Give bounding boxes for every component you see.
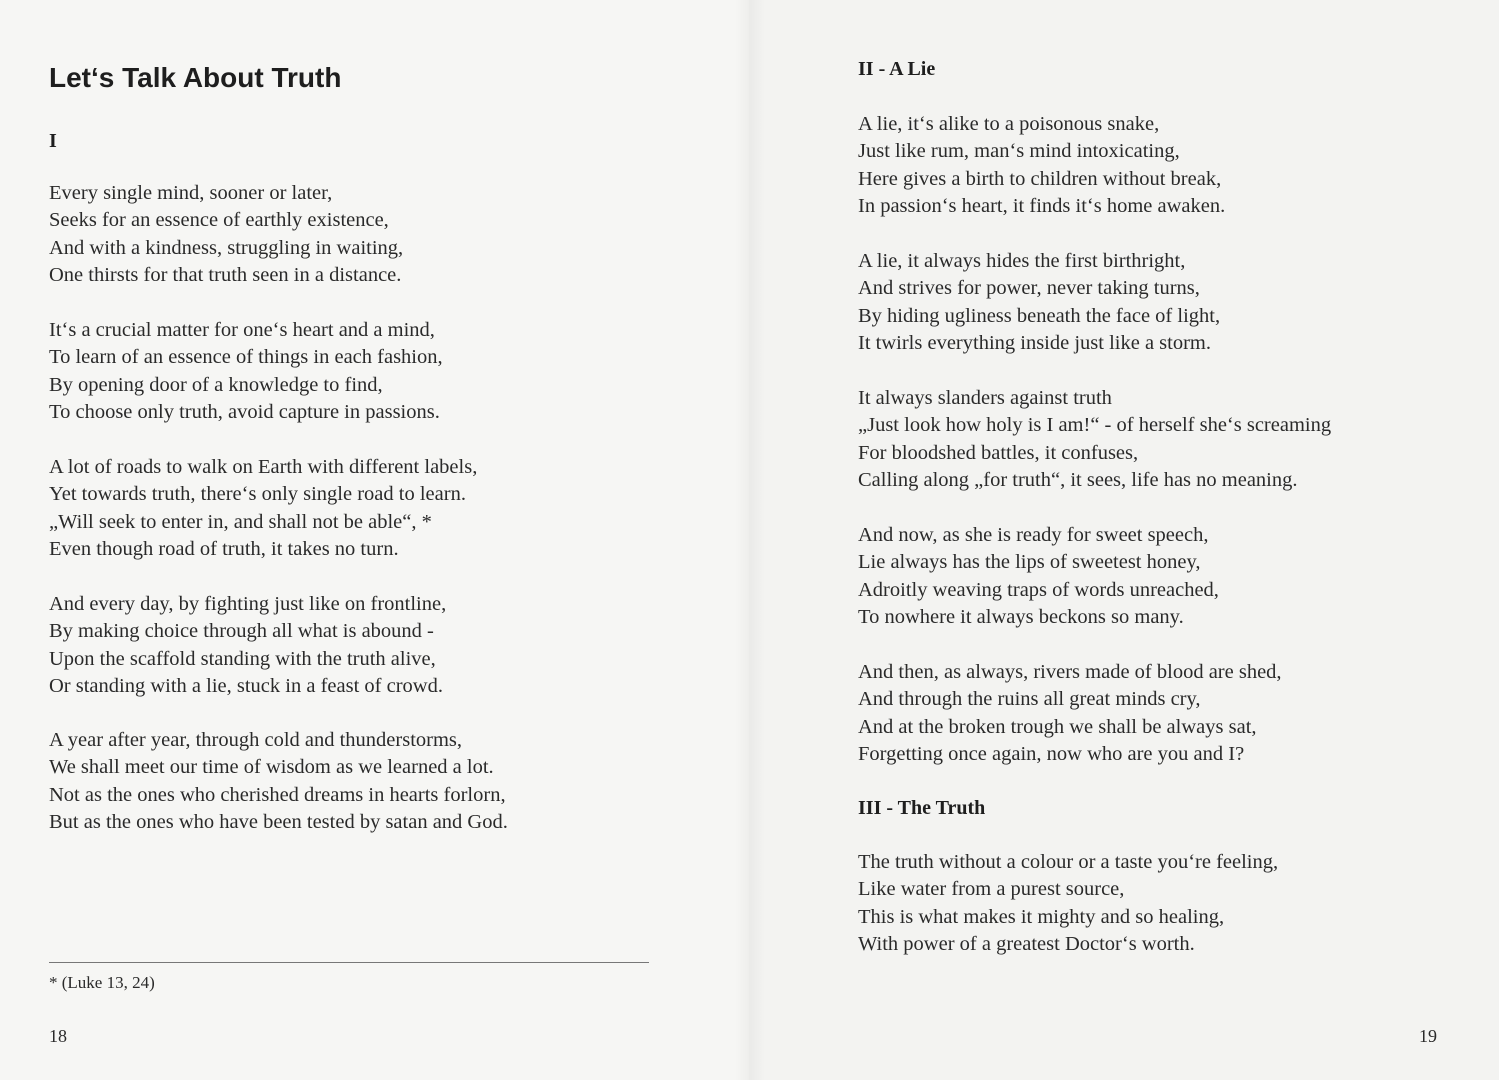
poem-line: We shall meet our time of wisdom as we learned a lot. — [49, 756, 494, 779]
poem-line: And at the broken trough we shall be always sat, — [858, 715, 1257, 738]
poem-line: The truth without a colour or a taste you‘re feeling, — [858, 851, 1279, 873]
poem-line: And every day, by fighting just like on frontline, — [49, 593, 447, 615]
poem-line: A lie, it‘s alike to a poisonous snake, — [858, 113, 1160, 135]
poem-line: And then, as always, rivers made of blood are shed, — [858, 661, 1282, 683]
poem-line: Upon the scaffold standing with the truth alive, — [49, 647, 436, 670]
poem-line: „Will seek to enter in, and shall not be able“, * — [49, 510, 432, 533]
poem-line: In passion‘s heart, it finds it‘s home awaken. — [858, 195, 1226, 218]
stanza — [858, 248, 1220, 358]
poem-line: Or standing with a lie, stuck in a feast of crowd. — [49, 675, 443, 698]
stanza — [49, 591, 446, 701]
poem-line: And with a kindness, struggling in waiting, — [49, 236, 404, 259]
section-two-heading: II - A Lie — [858, 58, 936, 80]
poem-line: Calling along „for truth“, it sees, life has no meaning. — [858, 469, 1298, 492]
poem-line: It twirls everything inside just like a storm. — [858, 332, 1212, 355]
page-number-left: 18 — [49, 1026, 67, 1046]
poem-line: And through the ruins all great minds cry, — [858, 688, 1201, 711]
poem-line: A year after year, through cold and thunderstorms, — [49, 729, 463, 751]
footnote-divider — [49, 962, 649, 963]
poem-line: By opening door of a knowledge to find, — [49, 373, 383, 396]
poem-line: But as the ones who have been tested by satan and God. — [49, 811, 508, 834]
poem-line: A lot of roads to walk on Earth with different labels, — [49, 456, 478, 478]
poem-line: Not as the ones who cherished dreams in hearts forlorn, — [49, 783, 506, 806]
page-number-right: 19 — [1419, 1026, 1437, 1046]
stanza — [858, 659, 1282, 769]
poem-line: Just like rum, man‘s mind intoxicating, — [858, 140, 1180, 163]
poem-line: It always slanders against truth — [858, 387, 1112, 409]
poem-line: And strives for power, never taking turns, — [858, 277, 1200, 300]
poem-line: By hiding ugliness beneath the face of light, — [858, 304, 1221, 327]
right-page — [749, 0, 1499, 1080]
left-page — [0, 0, 749, 1080]
stanza — [858, 849, 1278, 959]
poem-line: Yet towards truth, there‘s only single road to learn. — [49, 483, 466, 506]
poem-line: Seeks for an essence of earthly existence, — [49, 209, 389, 232]
poem-title: Let‘s Talk About Truth — [49, 62, 342, 93]
poem-line: For bloodshed battles, it confuses, — [858, 441, 1139, 464]
section-one-heading: I — [49, 130, 57, 152]
poem-line: Like water from a purest source, — [858, 878, 1125, 901]
stanza — [858, 522, 1219, 632]
stanza — [49, 727, 508, 837]
poem-line: Lie always has the lips of sweetest honey, — [858, 551, 1201, 574]
stanza — [49, 454, 477, 564]
poem-line: One thirsts for that truth seen in a distance. — [49, 264, 402, 287]
footnote: * (Luke 13, 24) — [49, 973, 155, 992]
poem-line: To choose only truth, avoid capture in passions. — [49, 401, 440, 424]
poem-line: Adroitly weaving traps of words unreached, — [858, 578, 1219, 601]
poem-line: It‘s a crucial matter for one‘s heart and a mind, — [49, 319, 435, 341]
poem-line: Every single mind, sooner or later, — [49, 182, 333, 204]
poem-line: With power of a greatest Doctor‘s worth. — [858, 933, 1195, 956]
stanza — [49, 180, 403, 290]
stanza — [49, 317, 443, 427]
poem-line: And now, as she is ready for sweet speech, — [858, 524, 1209, 546]
poem-line: Even though road of truth, it takes no turn. — [49, 538, 399, 561]
poem-line: Here gives a birth to children without break, — [858, 167, 1222, 190]
book-gutter — [735, 0, 765, 1080]
poem-line: To nowhere it always beckons so many. — [858, 606, 1184, 629]
section-three-heading: III - The Truth — [858, 797, 986, 819]
poem-line: „Just look how holy is I am!“ - of herself she‘s screaming — [858, 414, 1332, 437]
stanza — [858, 111, 1225, 221]
stanza — [858, 385, 1331, 495]
poem-line: By making choice through all what is abound - — [49, 620, 434, 643]
poem-line: Forgetting once again, now who are you and I? — [858, 743, 1245, 766]
poem-line: This is what makes it mighty and so healing, — [858, 905, 1225, 928]
poem-line: A lie, it always hides the first birthright, — [858, 250, 1186, 272]
poem-line: To learn of an essence of things in each fashion, — [49, 346, 443, 369]
